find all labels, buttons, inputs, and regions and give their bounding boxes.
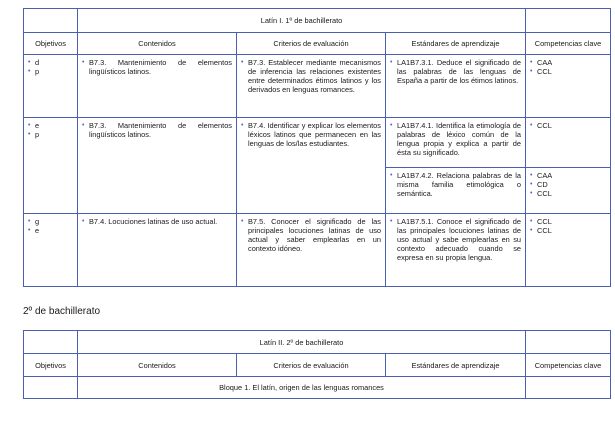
estandar-item: • LA1B7.4.2. Relaciona palabras de la misma familia etimológica o semántica. [390, 171, 521, 198]
table-row [24, 214, 611, 287]
curriculum-table-latin-2 [23, 330, 611, 399]
objetivos-cell [24, 214, 78, 287]
contenido-item: • B7.4. Locuciones latinas de uso actual. [82, 217, 232, 226]
competencia-item: • CCL [530, 217, 606, 226]
criterios-cell [237, 118, 386, 214]
estandar-item: • LA1B7.4.1. Identifica la etimología de palabras de léxico común de la lengua propia y explica a partir de ésta su significado. [390, 121, 521, 157]
competencias-cell [526, 168, 611, 214]
table-corner-cell [24, 9, 78, 33]
objetivos-cell [24, 118, 78, 214]
table-corner-cell [24, 331, 78, 354]
header-objetivos: Objetivos [24, 354, 78, 377]
block-title: Bloque 1. El latín, origen de las lenguas romances [78, 377, 526, 399]
contenidos-cell [78, 55, 237, 118]
criterios-cell [237, 214, 386, 287]
header-contenidos: Contenidos [78, 33, 237, 55]
objetivo-item: • g [28, 217, 73, 226]
contenidos-cell [78, 118, 237, 214]
objetivo-item: • d [28, 58, 73, 67]
blank-cell [526, 377, 611, 399]
estandar-item: • LA1B7.3.1. Deduce el significado de las palabras de las lenguas de España a partir de los étimos latinos. [390, 58, 521, 85]
criterio-item: • B7.3. Establecer mediante mecanismos de inferencia las relaciones existentes entre determinados étimos latinos y los derivados en lenguas romances. [241, 58, 381, 94]
objetivos-cell [24, 55, 78, 118]
competencia-item: • CAA [530, 171, 606, 180]
criterio-item: • B7.4. Identificar y explicar los elementos léxicos latinos que permanecen en las lenguas de los/las estudiantes. [241, 121, 381, 148]
objetivo-item: • e [28, 226, 73, 235]
table-title: Latín II. 2º de bachillerato [78, 331, 526, 354]
header-competencias: Competencias clave [526, 354, 611, 377]
table-row [24, 118, 611, 168]
competencias-cell [526, 55, 611, 118]
header-estandares: Estándares de aprendizaje [386, 33, 526, 55]
criterio-item: • B7.5. Conocer el significado de las principales locuciones latinas de uso actual y saber emplearlas en un contexto idóneo. [241, 217, 381, 253]
objetivo-item: • e [28, 121, 73, 130]
objetivo-item: • p [28, 67, 73, 76]
criterios-cell [237, 55, 386, 118]
header-criterios: Criterios de evaluación [237, 354, 386, 377]
estandares-cell [386, 55, 526, 118]
competencia-item: • CD [530, 180, 606, 189]
table-corner-cell [526, 331, 611, 354]
contenidos-cell [78, 214, 237, 287]
header-competencias: Competencias clave [526, 33, 611, 55]
header-contenidos: Contenidos [78, 354, 237, 377]
table-title: Latín I. 1º de bachillerato [78, 9, 526, 33]
competencia-item: • CAA [530, 58, 606, 67]
competencia-item: • CCL [530, 189, 606, 198]
estandares-cell [386, 118, 526, 168]
curriculum-table-latin-1 [23, 8, 611, 287]
estandares-cell [386, 168, 526, 214]
contenido-item: • B7.3. Mantenimiento de elementos lingüísticos latinos. [82, 58, 232, 76]
blank-cell [24, 377, 78, 399]
header-estandares: Estándares de aprendizaje [386, 354, 526, 377]
estandares-cell [386, 214, 526, 287]
table-corner-cell [526, 9, 611, 33]
header-criterios: Criterios de evaluación [237, 33, 386, 55]
section-heading: 2º de bachillerato [23, 306, 101, 317]
estandar-item: • LA1B7.5.1. Conoce el significado de las principales locuciones latinas de uso actual y sabe emplearlas en su contexto adecuado cuando se expresa en su propia lengua. [390, 217, 521, 262]
table-row [24, 55, 611, 118]
contenido-item: • B7.3. Mantenimiento de elementos lingüísticos latinos. [82, 121, 232, 139]
competencias-cell [526, 214, 611, 287]
competencia-item: • CCL [530, 67, 606, 76]
objetivo-item: • p [28, 130, 73, 139]
competencia-item: • CCL [530, 226, 606, 235]
header-objetivos: Objetivos [24, 33, 78, 55]
competencias-cell [526, 118, 611, 168]
competencia-item: • CCL [530, 121, 606, 130]
